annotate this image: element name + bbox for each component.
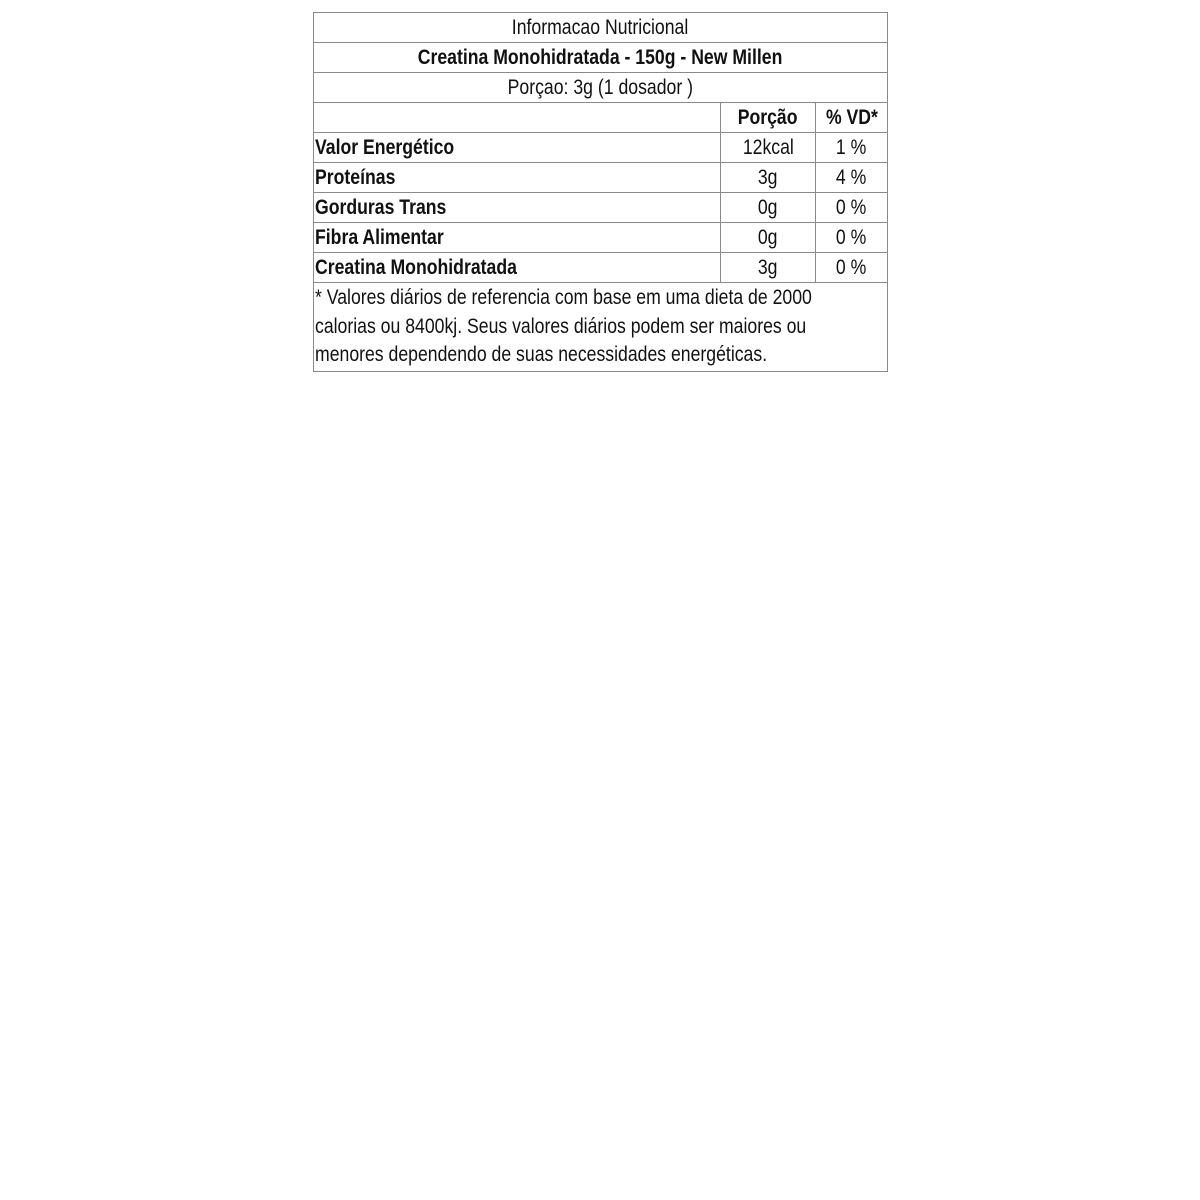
footnote-line: * Valores diários de referencia com base em uma dieta de 2000 [315, 286, 812, 309]
product-name: Creatina Monohidratada - 150g - New Millen [418, 46, 783, 69]
nutrient-portion: 12kcal [742, 136, 794, 159]
table-row [314, 163, 888, 193]
nutrient-dv: 0 % [836, 256, 867, 279]
header-dv: % VD* [825, 106, 878, 129]
footnote-line: menores dependendo de suas necessidades energéticas. [315, 343, 768, 366]
footnote-row [314, 283, 888, 372]
header-portion: Porção [738, 106, 798, 129]
nutrient-portion: 3g [758, 256, 778, 279]
serving-row [314, 73, 888, 103]
title-row [314, 13, 888, 43]
table-row [314, 193, 888, 223]
nutrient-name: Valor Energético [315, 136, 455, 159]
nutrient-portion: 0g [758, 226, 778, 249]
nutrient-dv: 4 % [836, 166, 867, 189]
nutrient-name: Gorduras Trans [315, 196, 447, 219]
nutrient-name: Proteínas [315, 166, 396, 189]
product-row [314, 43, 888, 73]
table-row [314, 133, 888, 163]
nutrition-facts-table [313, 12, 888, 372]
header-row [314, 103, 888, 133]
table-row [314, 223, 888, 253]
footnote-line: calorias ou 8400kj. Seus valores diários podem ser maiores ou [315, 314, 807, 338]
table-row [314, 253, 888, 283]
nutrient-name: Fibra Alimentar [315, 226, 444, 249]
nutrient-name: Creatina Monohidratada [315, 256, 517, 279]
header-blank-cell [314, 103, 721, 133]
footnote [314, 283, 888, 372]
nutrient-portion: 3g [758, 166, 778, 189]
table-title: Informacao Nutricional [512, 16, 689, 39]
serving-size: Porçao: 3g (1 dosador ) [507, 76, 694, 99]
nutrient-portion: 0g [758, 196, 778, 219]
nutrient-dv: 1 % [836, 136, 867, 159]
nutrient-dv: 0 % [836, 226, 867, 249]
nutrient-dv: 0 % [836, 196, 867, 219]
